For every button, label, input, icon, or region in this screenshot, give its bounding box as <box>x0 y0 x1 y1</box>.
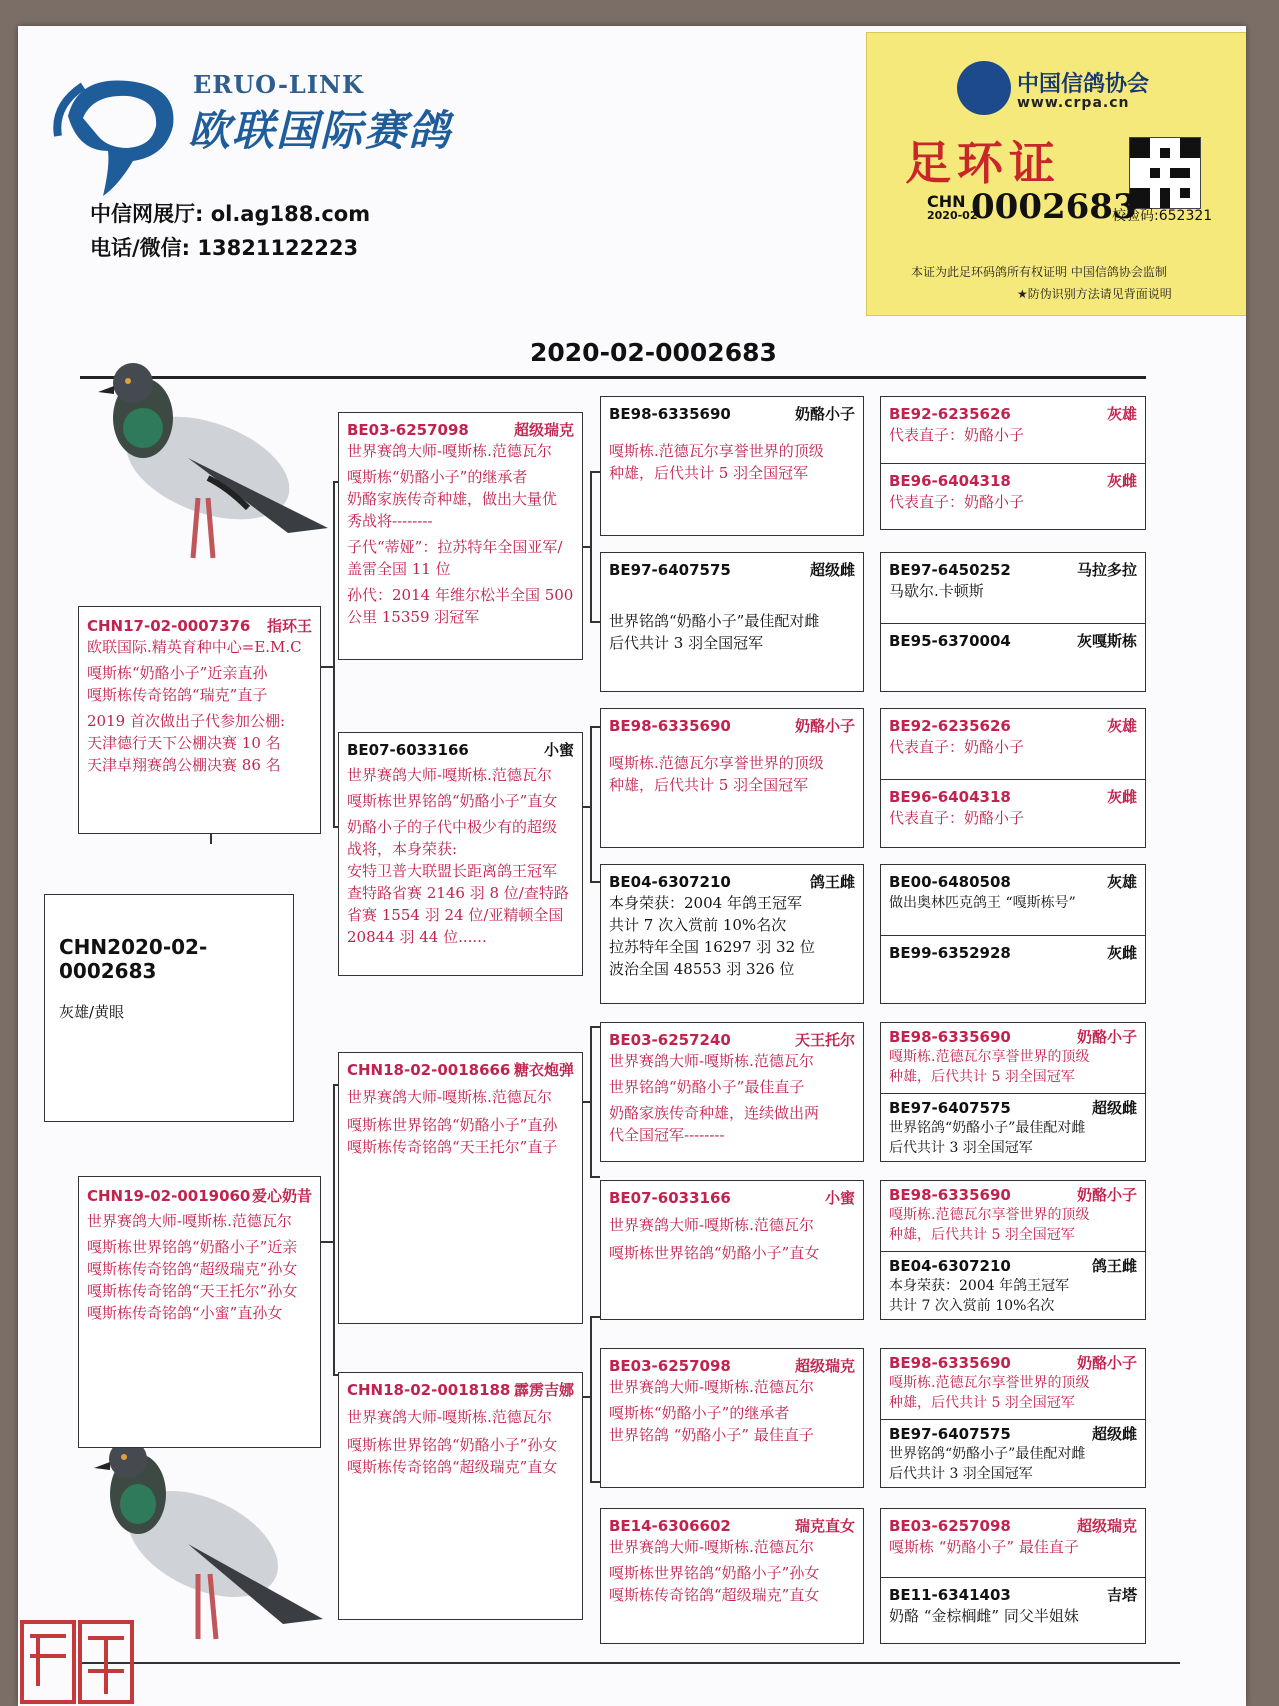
ring-number: BE95-6370004 <box>889 632 1011 650</box>
note-line: 世界赛鸽大师-嘎斯栋.范德瓦尔 <box>609 1538 814 1556</box>
g2-header <box>347 1059 574 1080</box>
g3-box-6 <box>600 1180 864 1320</box>
note-line: 种雄，后代共计 5 羽全国冠军 <box>889 1227 1075 1243</box>
connector <box>333 481 335 827</box>
g4-entry <box>881 1251 1145 1320</box>
connector <box>319 666 334 668</box>
pigeon-name: 奶酪小子 <box>1076 1028 1137 1046</box>
note-line: 嘎斯栋世界铭鸽“奶酪小子”直孙 <box>347 1116 558 1134</box>
pigeon-name: 奶酪小子 <box>1076 1354 1137 1372</box>
note-line: 嘎斯栋传奇铭鸽“超级瑞克”直女 <box>347 1458 558 1476</box>
note-line: 孙代：2014 年维尔松半全国 500 <box>347 586 574 604</box>
ring-number: BE11-6341403 <box>889 1586 1011 1604</box>
note-line: 代表直子：奶酪小子 <box>889 809 1025 827</box>
sire-line: 嘎斯栋传奇铭鸽“瑞克”直子 <box>87 686 268 704</box>
pigeon-name: 超级瑞克 <box>513 421 574 439</box>
connector <box>590 726 592 881</box>
pigeon-name: 奶酪小子 <box>794 717 855 735</box>
note-line: 嘎斯栋“奶酪小子”的继承者 <box>347 468 528 486</box>
note-line: 种雄，后代共计 5 羽全国冠军 <box>609 776 809 794</box>
crpa-logo-icon <box>957 61 1011 115</box>
g4-pair-3 <box>880 708 1146 848</box>
note-line: 嘎斯栋传奇铭鸽“超级瑞克”直女 <box>609 1586 820 1604</box>
pigeon-name: 鸽王雌 <box>1091 1257 1137 1275</box>
g4-entry <box>881 553 1145 623</box>
g4-pair-7 <box>880 1348 1146 1488</box>
note-line: 战将，本身荣获: <box>347 840 458 858</box>
page-title: 2020-02-0002683 <box>530 338 777 367</box>
g4-pair-8 <box>880 1508 1146 1644</box>
dam-box <box>78 1176 321 1448</box>
pigeon-name: 灰嘎斯栋 <box>1076 632 1137 650</box>
g4-entry <box>881 779 1145 848</box>
cert-title: 足环证 <box>905 136 1061 190</box>
g2-box-3 <box>338 1052 583 1324</box>
note-line: 公里 15359 羽冠军 <box>347 608 480 626</box>
ring-number: BE98-6335690 <box>889 1186 1011 1204</box>
ring-number: BE98-6335690 <box>609 717 731 735</box>
brand-name-cn: 欧联国际赛鸽 <box>188 106 453 155</box>
g4-entry <box>881 935 1145 1004</box>
pigeon-name: 灰雄 <box>1106 717 1137 735</box>
subject-box <box>44 894 294 1122</box>
g4-pair-2 <box>880 552 1146 692</box>
pigeon-name: 奶酪小子 <box>794 405 855 423</box>
pigeon-name: 超级雌 <box>1091 1425 1137 1443</box>
g4-pair-4 <box>880 864 1146 1004</box>
sire-line: 天津卓翔赛鸽公棚决赛 86 名 <box>87 756 281 774</box>
qr-code-icon <box>1129 137 1201 209</box>
note-line: 本身荣获：2004 年鸽王冠军 <box>609 894 802 912</box>
g4-entry <box>881 1181 1145 1251</box>
note-line: 奶酪家族传奇种雄，连续做出两 <box>609 1104 820 1122</box>
note-line: 世界赛鸽大师-嘎斯栋.范德瓦尔 <box>347 442 552 460</box>
note-line: 嘎斯栋.范德瓦尔享誉世界的顶级 <box>609 442 824 460</box>
dam-line: 嘎斯栋世界铭鸽“奶酪小子”近亲 <box>87 1238 298 1256</box>
pigeon-name: 瑞克直女 <box>794 1517 855 1535</box>
note-line: 代表直子：奶酪小子 <box>889 738 1025 756</box>
g3-box-4 <box>600 864 864 1004</box>
note-line: 共计 7 次入赏前 10%名次 <box>609 916 787 934</box>
connector <box>333 1084 335 1374</box>
note-line: 波治全国 48553 羽 326 位 <box>609 960 795 978</box>
note-line: 安特卫普大联盟长距离鸽王冠军 <box>347 862 558 880</box>
note-line: 后代共计 3 羽全国冠军 <box>889 1140 1033 1156</box>
note-line: 嘎斯栋.范德瓦尔享誉世界的顶级 <box>609 754 824 772</box>
dam-tag: 爱心奶昔 <box>251 1187 312 1205</box>
subject-ring: CHN2020-02-0002683 <box>59 935 208 983</box>
ring-number: BE03-6257098 <box>889 1517 1011 1535</box>
pigeon-name: 小蜜 <box>543 741 574 759</box>
note-line: 嘎斯栋世界铭鸽“奶酪小子”直女 <box>609 1244 820 1262</box>
note-line: 嘎斯栋.范德瓦尔享誉世界的顶级 <box>889 1049 1090 1065</box>
note-line: 世界铭鸽“奶酪小子”最佳配对雌 <box>889 1120 1086 1136</box>
dam-line: 嘎斯栋传奇铭鸽“小蜜”直孙女 <box>87 1304 283 1322</box>
ring-certificate <box>866 32 1246 316</box>
sire-line: 2019 首次做出子代参加公棚: <box>87 712 285 730</box>
note-line: 盖雷全国 11 位 <box>347 560 451 578</box>
g4-entry <box>881 623 1145 692</box>
pigeon-name: 糖衣炮弹 <box>513 1061 574 1079</box>
subject-color: 灰雄/黄眼 <box>59 1003 125 1021</box>
brand-name-en: ERUO-LINK <box>193 70 364 99</box>
ring-number: BE98-6335690 <box>609 405 731 423</box>
g4-pair-6 <box>880 1180 1146 1320</box>
note-line: 种雄，后代共计 5 羽全国冠军 <box>609 464 809 482</box>
cert-note: 本证为此足环码鸽所有权证明 中国信鸽协会监制 <box>911 265 1167 279</box>
pigeon-name: 灰雄 <box>1106 405 1137 423</box>
sire-header <box>87 615 312 636</box>
ring-number: BE96-6404318 <box>889 472 1011 490</box>
note-line: 奶酪 “金棕榈雌” 同父半姐妹 <box>889 1607 1079 1625</box>
ring-number: CHN18-02-0018666 <box>347 1061 511 1079</box>
sire-line: 天津德行天下公棚决赛 10 名 <box>87 734 281 752</box>
ring-number: BE97-6450252 <box>889 561 1011 579</box>
note-line: 省赛 1554 羽 24 位/亚精顿全国 <box>347 906 564 924</box>
note-line: 奶酪家族传奇种雄，做出大量优 <box>347 490 558 508</box>
ring-number: BE92-6235626 <box>889 405 1011 423</box>
g4-entry <box>881 1419 1145 1488</box>
g4-entry <box>881 865 1145 935</box>
note-line: 马歇尔.卡顿斯 <box>889 582 984 600</box>
pigeon-name: 灰雌 <box>1106 788 1137 806</box>
g3-box-3 <box>600 708 864 848</box>
note-line: 奶酪小子的子代中极少有的超级 <box>347 818 558 836</box>
g2-header <box>347 1379 574 1400</box>
pigeon-name: 超级雌 <box>809 561 855 579</box>
note-line: 拉苏特年全国 16297 羽 32 位 <box>609 938 815 956</box>
ring-number: BE97-6407575 <box>889 1425 1011 1443</box>
ring-number: BE97-6407575 <box>609 561 731 579</box>
pigeon-name: 奶酪小子 <box>1076 1186 1137 1204</box>
g2-box-4 <box>338 1372 583 1620</box>
pigeon-name: 超级瑞克 <box>794 1357 855 1375</box>
connector <box>590 471 600 473</box>
g3-box-8 <box>600 1508 864 1644</box>
dam-line: 嘎斯栋传奇铭鸽“天王托尔”孙女 <box>87 1282 298 1300</box>
note-line: 嘎斯栋传奇铭鸽“天王托尔”直子 <box>347 1138 558 1156</box>
seal-stamp-icon <box>18 1616 138 1706</box>
pigeon-photo <box>88 348 338 578</box>
ring-number: BE98-6335690 <box>889 1028 1011 1046</box>
pigeon-name: 鸽王雌 <box>809 873 855 891</box>
note-line: 种雄，后代共计 5 羽全国冠军 <box>889 1395 1075 1411</box>
pigeon-name: 灰雌 <box>1106 472 1137 490</box>
pigeon-name: 灰雌 <box>1106 944 1137 962</box>
note-line: 世界铭鸽 “奶酪小子” 最佳直子 <box>609 1426 814 1444</box>
note-line: 嘎斯栋世界铭鸽“奶酪小子”孙女 <box>609 1564 820 1582</box>
note-line: 子代“蒂娅”：拉苏特年全国亚军/ <box>347 538 563 556</box>
exhibit-hall-url[interactable]: 中信网展厅: ol.ag188.com <box>90 202 371 226</box>
connector <box>590 1316 592 1481</box>
ring-number: BE03-6257098 <box>347 421 469 439</box>
cert-url: www.crpa.cn <box>1017 95 1130 111</box>
cert-number: 0002683 <box>971 187 1137 227</box>
ring-number: BE99-6352928 <box>889 944 1011 962</box>
note-line: 嘎斯栋“奶酪小子”的继承者 <box>609 1404 790 1422</box>
g2-header <box>347 419 574 440</box>
pigeon-name: 天王托尔 <box>794 1031 855 1049</box>
note-line: 嘎斯栋世界铭鸽“奶酪小子”直女 <box>347 792 558 810</box>
ring-number: BE04-6307210 <box>609 873 731 891</box>
dam-line: 嘎斯栋传奇铭鸽“超级瑞克”孙女 <box>87 1260 298 1278</box>
note-line: 嘎斯栋.范德瓦尔享誉世界的顶级 <box>889 1375 1090 1391</box>
g2-header <box>347 739 574 760</box>
ring-number: BE97-6407575 <box>889 1099 1011 1117</box>
g3-box-1 <box>600 396 864 536</box>
g4-entry <box>881 709 1145 779</box>
ring-number: BE00-6480508 <box>889 873 1011 891</box>
ring-number: BE92-6235626 <box>889 717 1011 735</box>
ring-number: BE14-6306602 <box>609 1517 731 1535</box>
connector <box>590 621 600 623</box>
g4-entry <box>881 1093 1145 1162</box>
cert-org: 中国信鸽协会 <box>1017 72 1150 97</box>
note-line: 嘎斯栋 “奶酪小子” 最佳直子 <box>889 1538 1079 1556</box>
sire-line: 欧联国际.精英育种中心=E.M.C <box>87 638 302 656</box>
connector <box>590 1316 600 1318</box>
g4-entry <box>881 1577 1145 1644</box>
note-line: 世界铭鸽“奶酪小子”最佳配对雌 <box>889 1446 1086 1462</box>
connector <box>590 881 600 883</box>
note-line: 做出奥林匹克鸽王 “嘎斯栋号” <box>889 895 1076 911</box>
ring-number: BE03-6257098 <box>609 1357 731 1375</box>
note-line: 查特路省赛 2146 羽 8 位/查特路 <box>347 884 569 902</box>
ring-number: BE96-6404318 <box>889 788 1011 806</box>
note-line: 共计 7 次入赏前 10%名次 <box>889 1298 1055 1314</box>
pigeon-name: 吉塔 <box>1106 1586 1137 1604</box>
note-line: 20844 羽 44 位...... <box>347 928 487 946</box>
note-line: 世界赛鸽大师-嘎斯栋.范德瓦尔 <box>609 1378 814 1396</box>
sire-tag: 指环王 <box>266 617 312 635</box>
connector <box>590 1481 600 1483</box>
g4-entry <box>881 397 1145 463</box>
dam-ring: CHN19-02-0019060 <box>87 1187 251 1205</box>
sire-line: 嘎斯栋“奶酪小子”近亲直孙 <box>87 664 268 682</box>
pigeon-name: 超级瑞克 <box>1076 1517 1137 1535</box>
note-line: 代表直子：奶酪小子 <box>889 426 1025 444</box>
g3-box-5 <box>600 1022 864 1162</box>
cert-note-2: ★防伪识别方法请见背面说明 <box>1017 287 1172 301</box>
ring-number: BE07-6033166 <box>347 741 469 759</box>
note-line: 后代共计 3 羽全国冠军 <box>889 1466 1033 1482</box>
pigeon-name: 霹雳吉娜 <box>513 1381 574 1399</box>
connector <box>319 1241 334 1243</box>
note-line: 世界铭鸽“奶酪小子”最佳配对雌 <box>609 612 820 630</box>
g3-box-7 <box>600 1348 864 1488</box>
phone-wechat: 电话/微信: 13821122223 <box>90 236 359 260</box>
connector <box>590 726 600 728</box>
ring-number: BE04-6307210 <box>889 1257 1011 1275</box>
eruo-link-logo-icon <box>48 56 198 206</box>
ring-number: BE07-6033166 <box>609 1189 731 1207</box>
g4-pair-5 <box>880 1022 1146 1162</box>
ring-number: BE98-6335690 <box>889 1354 1011 1372</box>
pedigree-sheet <box>18 26 1246 1706</box>
cert-prefix-top: CHN <box>927 192 966 211</box>
cert-check-code: 校验码:652321 <box>1112 208 1213 224</box>
g2-box-2 <box>338 732 583 976</box>
note-line: 种雄，后代共计 5 羽全国冠军 <box>889 1069 1075 1085</box>
note-line: 嘎斯栋.范德瓦尔享誉世界的顶级 <box>889 1207 1090 1223</box>
g4-pair-1 <box>880 396 1146 530</box>
note-line: 世界铭鸽“奶酪小子”最佳直子 <box>609 1078 805 1096</box>
cert-prefix <box>927 192 978 223</box>
g3-box-2 <box>600 552 864 692</box>
g4-entry <box>881 1509 1145 1577</box>
note-line: 后代共计 3 羽全国冠军 <box>609 634 764 652</box>
note-line: 世界赛鸽大师-嘎斯栋.范德瓦尔 <box>609 1052 814 1070</box>
note-line: 世界赛鸽大师-嘎斯栋.范德瓦尔 <box>609 1216 814 1234</box>
sire-ring: CHN17-02-0007376 <box>87 617 251 635</box>
dam-line: 世界赛鸽大师-嘎斯栋.范德瓦尔 <box>87 1212 292 1230</box>
note-line: 世界赛鸽大师-嘎斯栋.范德瓦尔 <box>347 766 552 784</box>
ring-number: CHN18-02-0018188 <box>347 1381 511 1399</box>
note-line: 嘎斯栋世界铭鸽“奶酪小子”孙女 <box>347 1436 558 1454</box>
note-line: 秀战将-------- <box>347 512 433 530</box>
g4-entry <box>881 1349 1145 1419</box>
ring-number: BE03-6257240 <box>609 1031 731 1049</box>
note-line: 世界赛鸽大师-嘎斯栋.范德瓦尔 <box>347 1088 552 1106</box>
cert-prefix-bottom: 2020-02 <box>927 209 978 222</box>
g4-entry <box>881 1023 1145 1093</box>
connector <box>590 1176 600 1178</box>
pigeon-name: 马拉多拉 <box>1076 561 1137 579</box>
pigeon-name: 小蜜 <box>824 1189 855 1207</box>
pigeon-name: 超级雌 <box>1091 1099 1137 1117</box>
sire-box <box>78 606 321 834</box>
divider-bottom <box>80 1662 1180 1664</box>
note-line: 代表直子：奶酪小子 <box>889 493 1025 511</box>
g4-entry <box>881 463 1145 529</box>
dam-header <box>87 1185 312 1206</box>
note-line: 世界赛鸽大师-嘎斯栋.范德瓦尔 <box>347 1408 552 1426</box>
note-line: 代全国冠军-------- <box>609 1126 725 1144</box>
pigeon-name: 灰雄 <box>1106 873 1137 891</box>
g2-box-1 <box>338 412 583 660</box>
connector <box>590 1026 600 1028</box>
note-line: 本身荣获：2004 年鸽王冠军 <box>889 1278 1070 1294</box>
